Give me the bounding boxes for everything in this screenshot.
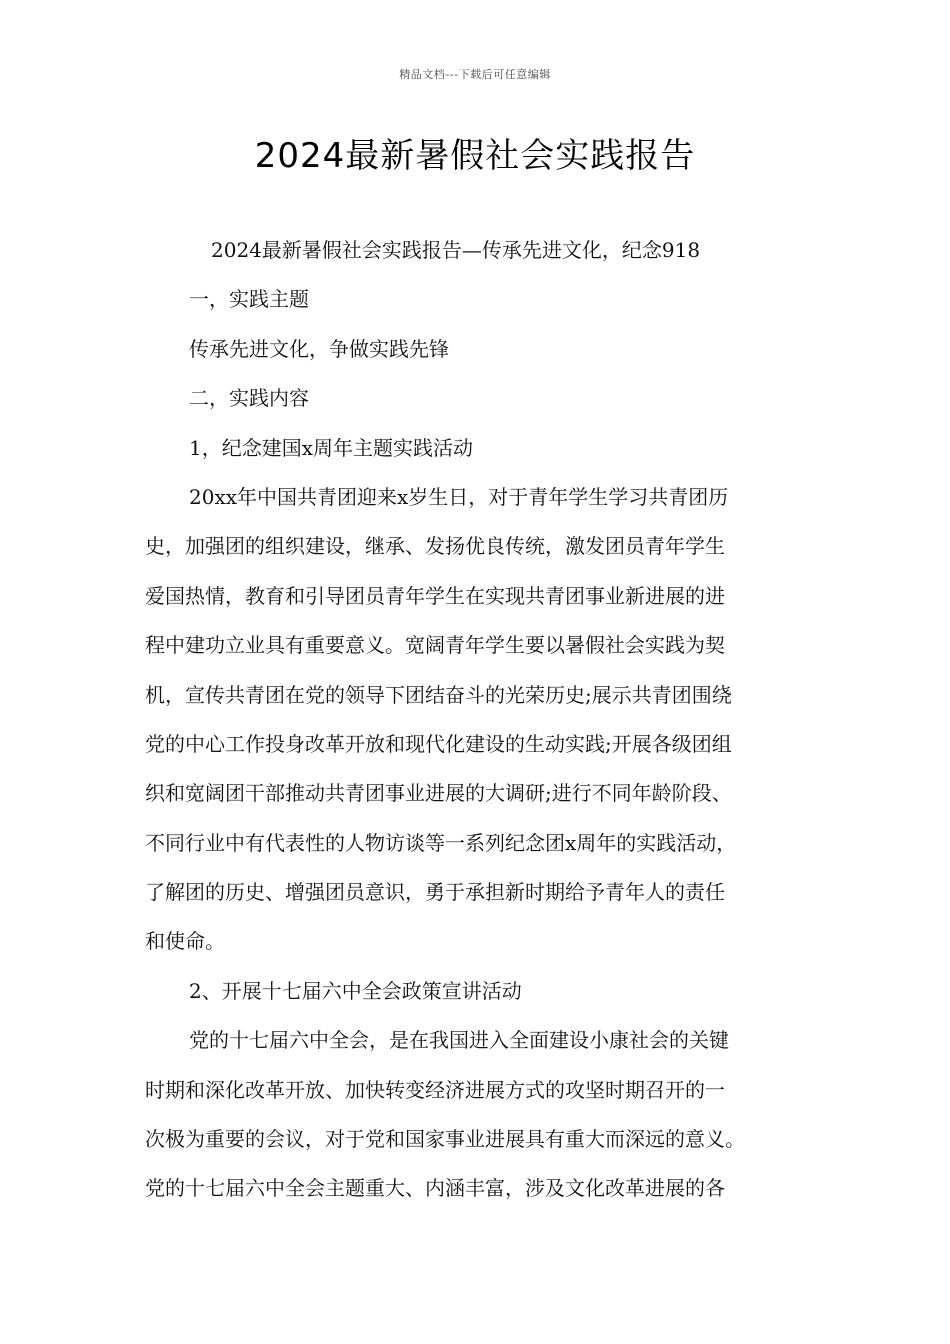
document-title: 2024最新暑假社会实践报告 (254, 136, 696, 176)
paragraph-line: 和使命。 (145, 929, 225, 954)
paragraph-line: 程中建功立业具有重要意义。宽阔青年学生要以暑假社会实践为契 (145, 633, 725, 658)
document-body (145, 226, 810, 1214)
paragraph-line: 史，加强团的组织建设，继承、发扬优良传统，激发团员青年学生 (145, 534, 725, 559)
paragraph-line: 了解团的历史、增强团员意识，勇于承担新时期给予青年人的责任 (145, 880, 725, 905)
document-subtitle: 2024最新暑假社会实践报告—传承先进文化，纪念918 (211, 238, 701, 262)
paragraph-line: 党的中心工作投身改革开放和现代化建设的生动实践;开展各级团组 (145, 731, 732, 756)
section-text: 传承先进文化，争做实践先锋 (189, 336, 449, 361)
paragraph-line: 党的十七届六中全会，是在我国进入全面建设小康社会的关键 (189, 1028, 729, 1053)
paragraph-line: 机，宣传共青团在党的领导下团结奋斗的光荣历史;展示共青团围绕 (145, 682, 732, 707)
paragraph-line: 织和宽阔团干部推动共青团事业进展的大调研;进行不同年龄阶段、 (145, 781, 732, 806)
paragraph-line: 时期和深化改革开放、加快转变经济进展方式的攻坚时期召开的一 (145, 1077, 725, 1102)
paragraph-line: 不同行业中有代表性的人物访谈等一系列纪念团x周年的实践活动， (145, 830, 737, 855)
paragraph-line: 党的十七届六中全会主题重大、内涵丰富，涉及文化改革进展的各 (145, 1176, 725, 1201)
section-heading: 一，实践主题 (189, 287, 309, 312)
item-heading: 1，纪念建国x周年主题实践活动 (189, 435, 474, 460)
item-heading: 2、开展十七届六中全会政策宣讲活动 (189, 978, 522, 1003)
paragraph-line: 爱国热情，教育和引导团员青年学生在实现共青团事业新进展的进 (145, 583, 725, 608)
header-note: 精品文档---下载后可任意编辑 (399, 68, 551, 81)
paragraph-line: 20xx年中国共青团迎来x岁生日，对于青年学生学习共青团历 (189, 484, 729, 509)
section-heading: 二，实践内容 (189, 386, 309, 411)
paragraph-line: 次极为重要的会议，对于党和国家事业进展具有重大而深远的意义。 (145, 1127, 745, 1152)
